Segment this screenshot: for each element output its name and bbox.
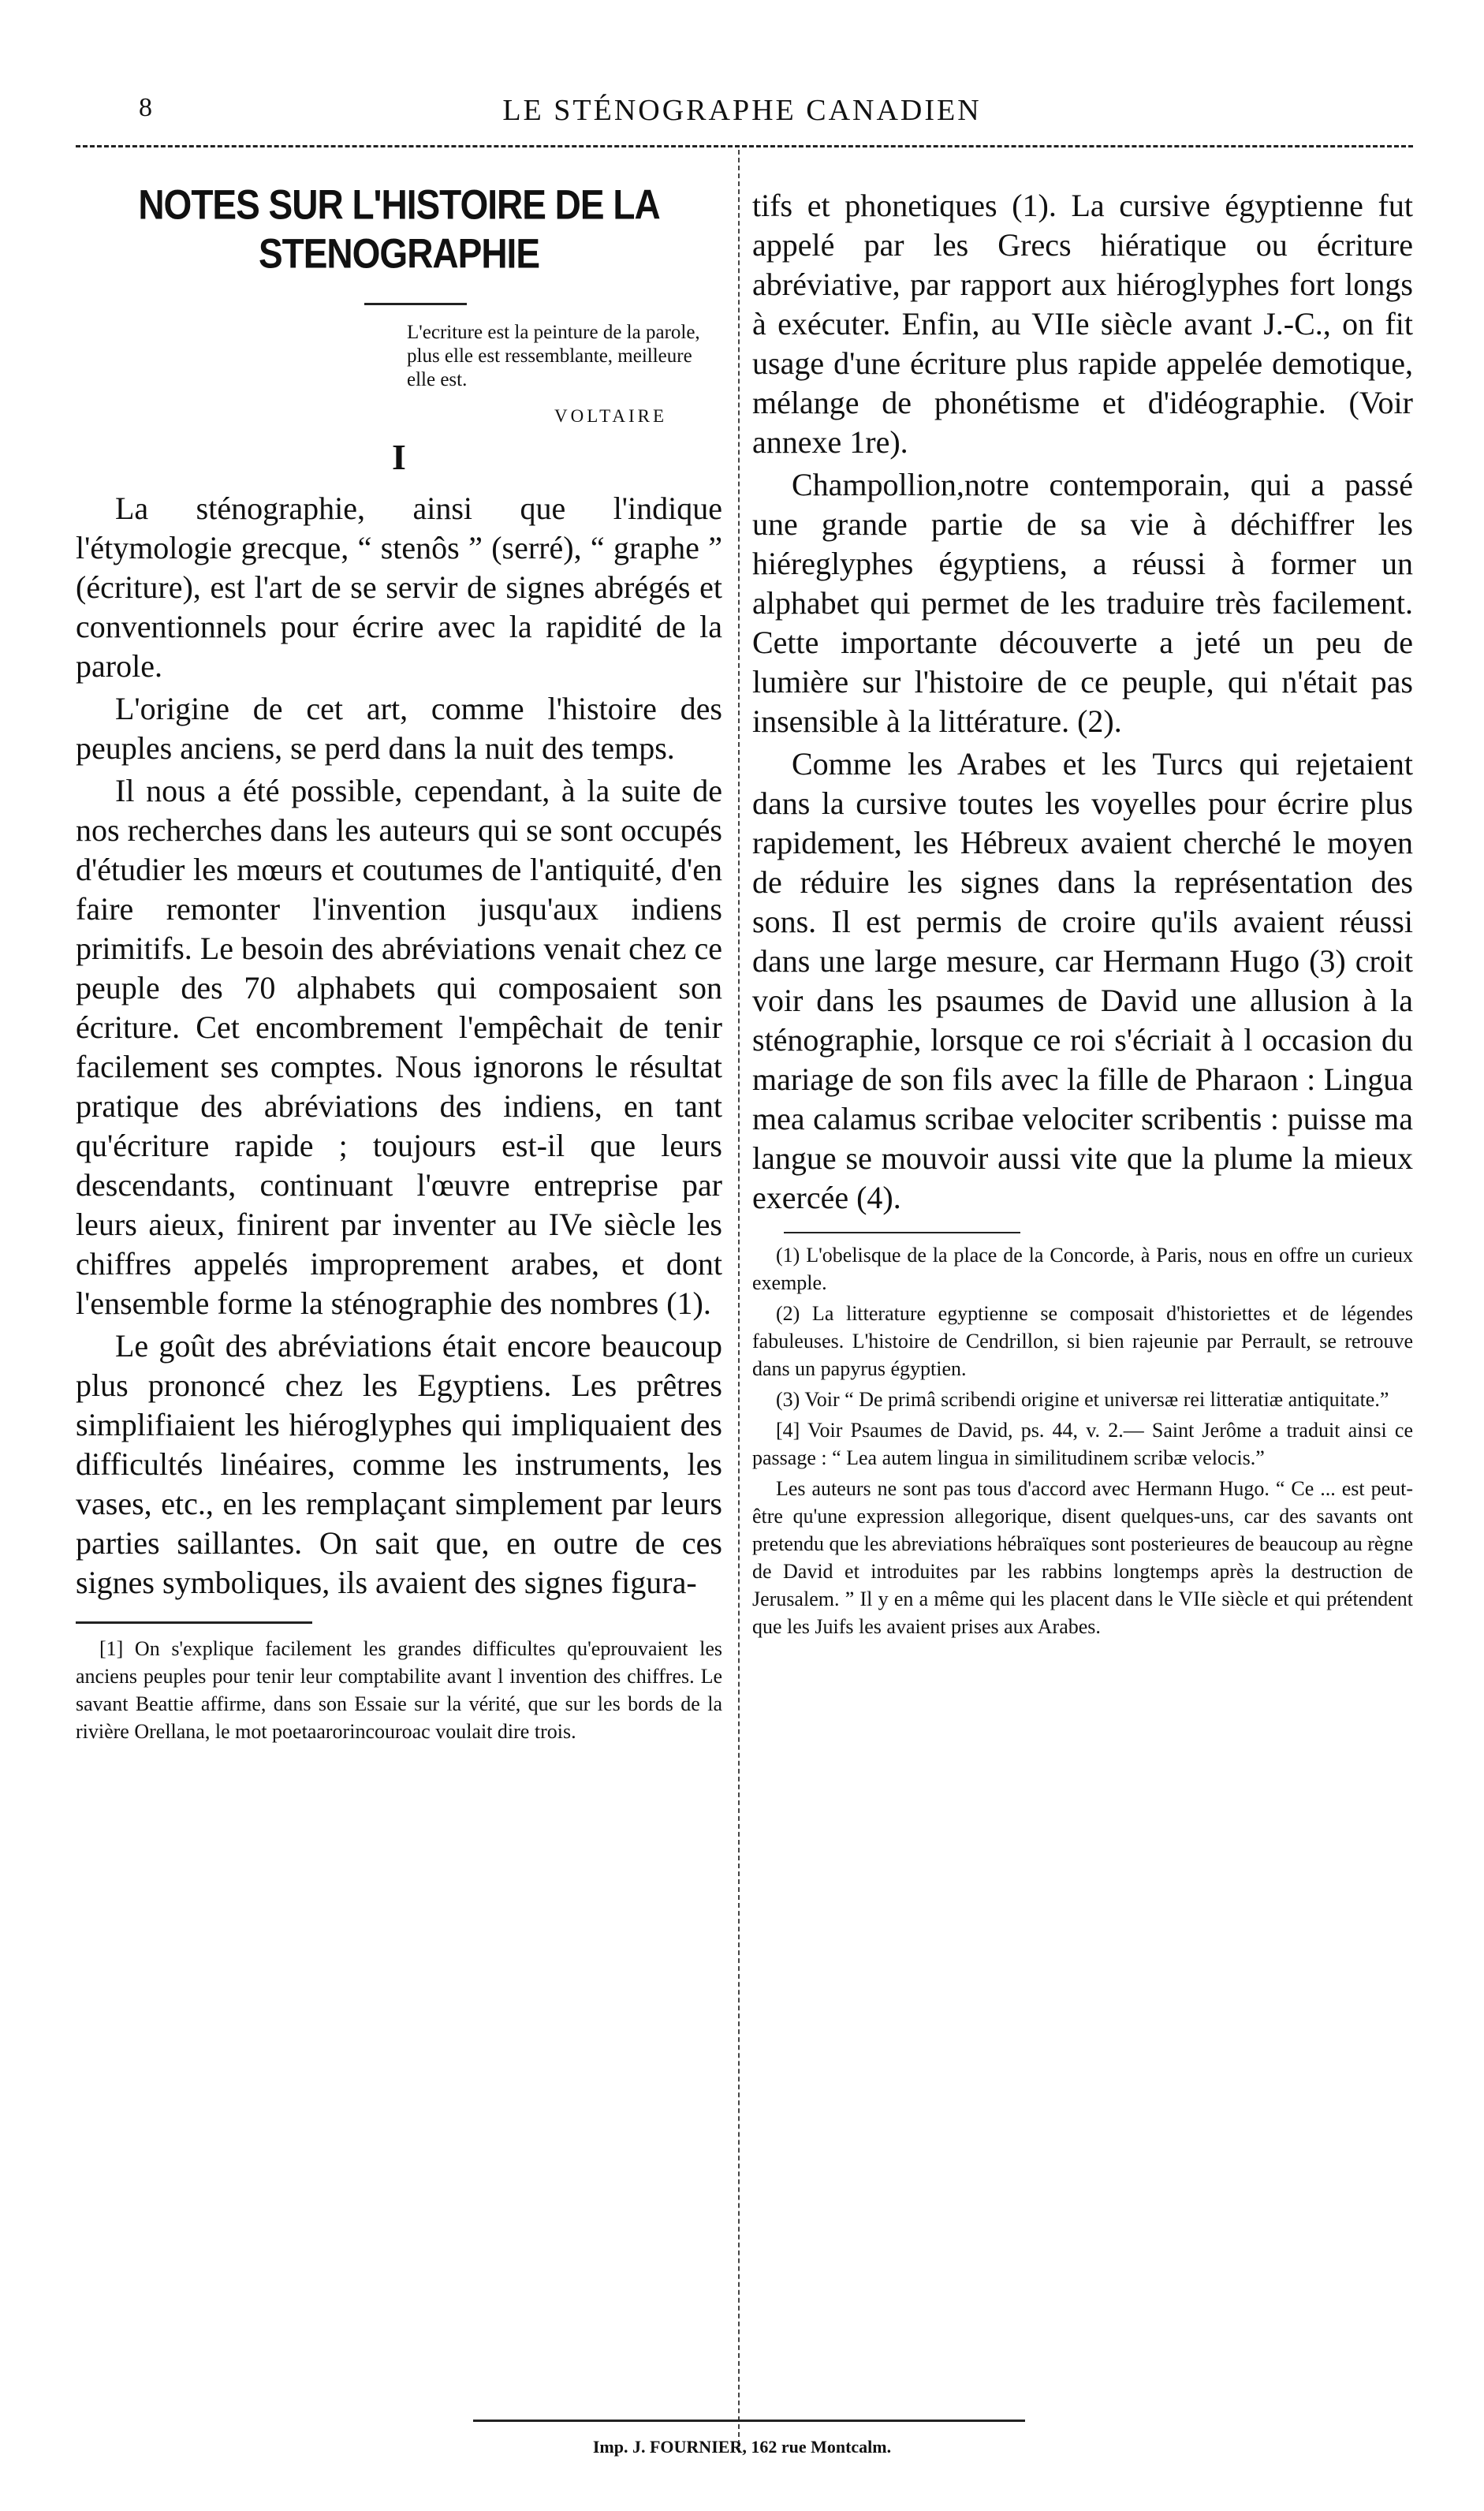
header-rule (76, 145, 1413, 147)
imprint-rule (473, 2420, 1025, 2422)
paragraph: L'origine de cet art, comme l'histoire des peuples anciens, se perd dans la nuit des temps. (76, 691, 722, 766)
footnote: [1] On s'explique facilement les grandes difficultes qu'eprouvaient les anciens peuples pour tenir leur comptabilite avant l invention des chiffres. Le savant Beattie affirme, dans son Essaie sur la vérité, que sur les bords de la rivière Orellana, le mot poetaarorincouroac voulait dire trois. (76, 1637, 722, 1743)
paragraph: Il nous a été possible, cependant, à la suite de nos recherches dans les auteurs qui se sont occupés d'étudier les mœurs et coutumes de l'antiquité, d'en faire remonter l'invention jusqu'aux indiens primitifs. Le besoin des abréviations venait chez ce peuple des 70 alphabets qui composaient son écriture. Cet encombrement l'empêchait de tenir facilement ses comptes. Nous ignorons le résultat pratique des abréviations des indiens, en tant qu'écriture rapide ; toujours est-il que leurs descendants, continuant l'œuvre entreprise par leurs aieux, finirent par inventer au IVe siècle les chiffres appelés improprement arabes, et dont l'ensemble forme la sténographie des nombres (1). (76, 773, 722, 1321)
epigraph: L'ecriture est la peinture de la parole, plus elle est ressemblante, meilleure elle est. (407, 322, 700, 390)
article-title: NOTES SUR L'HISTOIRE DE LA STENOGRAPHIE (138, 181, 660, 277)
footnote: [4] Voir Psaumes de David, ps. 44, v. 2.— Saint Jerôme a traduit ainsi ce passage : “ Lea autem lingua in similitudinem scribæ velocis.” (752, 1419, 1413, 1469)
paragraph: Champollion,notre contemporain, qui a passé une grande partie de sa vie à déchiffrer les hiéreglyphes égyptiens, a réussi à former un alphabet qui permet de les traduire très facilement. Cette importante découverte a jeté un peu de lumière sur l'histoire de ce peuple, qui n'était pas insensible à la littérature. (2). (752, 467, 1413, 739)
title-rule (364, 303, 467, 305)
right-column (752, 186, 1413, 1640)
imprint: Imp. J. FOURNIER, 162 rue Montcalm. (592, 2437, 892, 2457)
page-number: 8 (139, 93, 152, 122)
column-divider (738, 150, 740, 2453)
running-title: LE STÉNOGRAPHE CANADIEN (502, 94, 982, 127)
page-header (0, 93, 1484, 140)
footnote: (3) Voir “ De primâ scribendi origine et universæ rei litteratiæ antiquitate.” (776, 1388, 1389, 1411)
left-column (76, 181, 722, 1745)
footnote: Les auteurs ne sont pas tous d'accord avec Hermann Hugo. “ Ce ... est peut-être qu'une expression allegorique, disent quelques-uns, car des savants ont pretendu que les abreviations hébraïques sont posterieures de beaucoup au règne de David et introduites par les rabbins longtemps après la destruction de Jerusalem. ” Il y en a même qui les placent dans le VIIe siècle et qui prétendent que les Juifs les avaient prises aux Arabes. (752, 1477, 1413, 1638)
paragraph: Comme les Arabes et les Turcs qui rejetaient dans la cursive toutes les voyelles pour écrire plus rapidement, les Hébreux avaient cherché le moyen de réduire les signes dans la représentation des sons. Il est permis de croire qu'ils avaient réussi dans une large mesure, car Hermann Hugo (3) croit voir dans les psaumes de David une allusion à la sténographie, lorsque ce roi s'écriait à l occasion du mariage de son fils avec la fille de Pharaon : Lingua mea calamus scribae velociter scribentis : puisse ma langue se mouvoir aussi vite que la plume la mieux exercée (4). (752, 746, 1413, 1215)
footnote-rule (76, 1621, 312, 1624)
epigraph-author: VOLTAIRE (554, 406, 667, 426)
paragraph: Le goût des abréviations était encore beaucoup plus prononcé chez les Egyptiens. Les prêtres simplifiaient les hiéroglyphes qui impliquaient des difficultés linéaires, comme les instruments, les vases, etc., en les remplaçant simplement par leurs parties saillantes. On sait que, en outre de ces signes symboliques, ils avaient des signes figura- (76, 1328, 722, 1600)
paragraph: La sténographie, ainsi que l'indique l'étymologie grecque, “ stenôs ” (serré), “ graphe ” (écriture), est l'art de se servir de signes abrégés et conventionnels pour écrire avec la rapidité de la parole. (76, 491, 722, 684)
footnote: (2) La litterature egyptienne se composait d'historiettes et de légendes fabuleuses. L'histoire de Cendrillon, si bien rajeunie par Perrault, se retrouve dans un papyrus égyptien. (752, 1302, 1413, 1380)
footnote: (1) L'obelisque de la place de la Concorde, à Paris, nous en offre un curieux exemple. (752, 1244, 1413, 1294)
paragraph: tifs et phonetiques (1). La cursive égyptienne fut appelé par les Grecs hiératique ou écriture abréviative, par rapport aux hiéroglyphes fort longs à exécuter. Enfin, au VIIe siècle avant J.-C., on fit usage d'une écriture plus rapide appelée demotique, mélange de phonétisme et d'idéographie. (Voir annexe 1re). (752, 188, 1413, 460)
footnote-rule (784, 1232, 1020, 1233)
section-number: I (392, 437, 406, 477)
